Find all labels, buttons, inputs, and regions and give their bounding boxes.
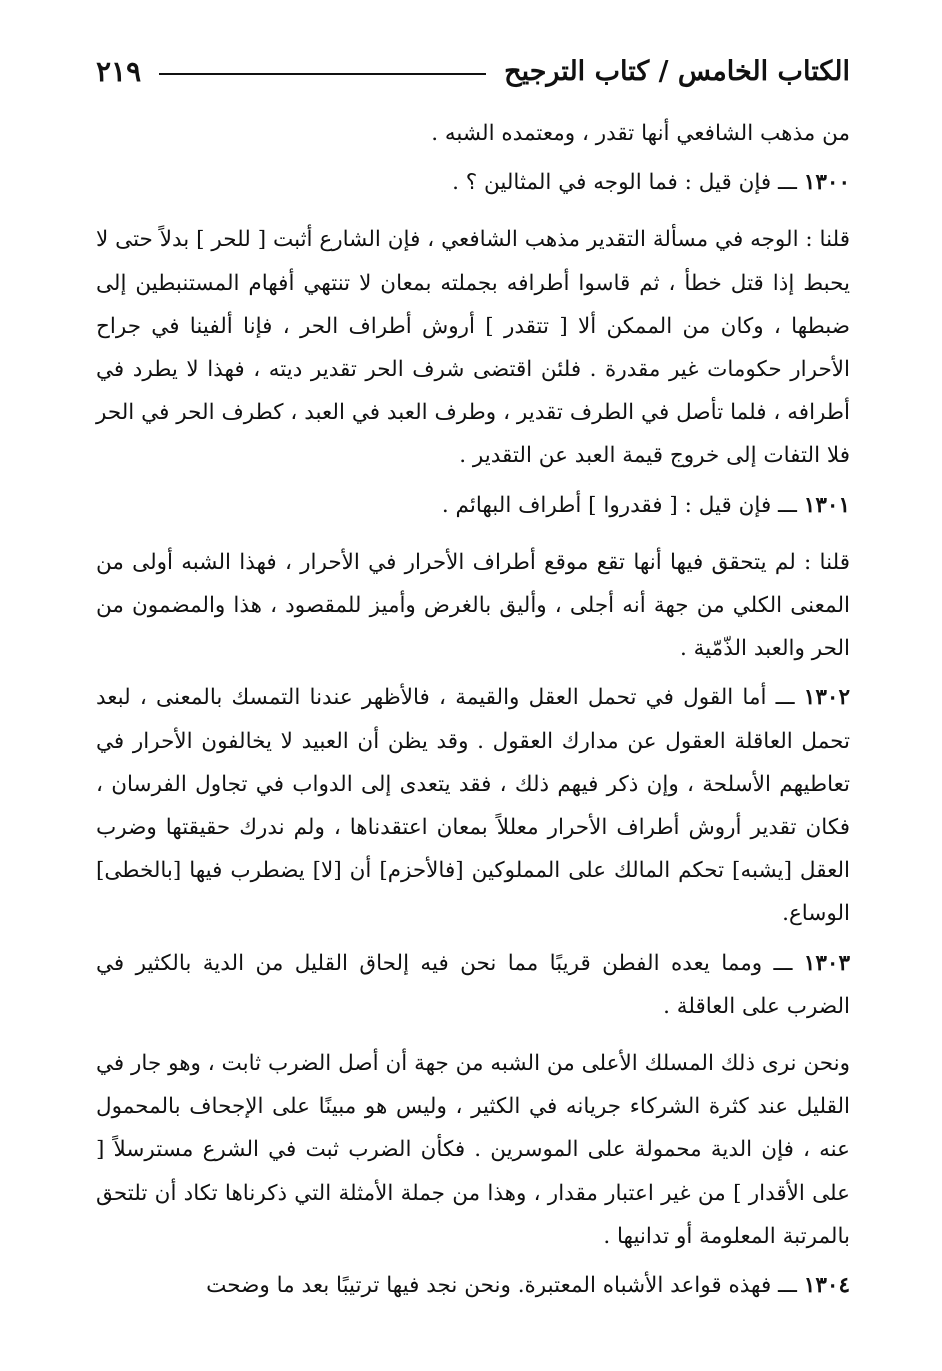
- paragraph-text: قلنا : الوجه في مسألة التقدير مذهب الشافعي ، فإن الشارع أثبت [ للحر ] بدلاً حتى لا يحبط إذا قتل خطأ ، ثم قاسوا أطرافه بجملته بمعان لا تنتهي أفهام المستنبطين إلى ضبطها ، وكان من الممكن ألا [ تتقدر ] أروش أطراف الحر ، فإنا ألفينا في جراح الأحرار حكومات غير مقدرة . فلئن اقتضى شرف الحر تقدير ديته ، فهذا لا يطرد في أطرافه ، فلما تأصل في الطرف تقدير ، وطرف العبد في العبد ، كطرف الحر في الحر فلا التفات إلى خروج قيمة العبد عن التقدير .: [96, 227, 850, 469]
- paragraph: [96, 161, 850, 204]
- paragraph-number: ١٣٠٤: [803, 1273, 850, 1299]
- chapter-title: الكتاب الخامس / كتاب الترجيح: [504, 55, 850, 87]
- paragraph-text: ـــ أما القول في تحمل العقل والقيمة ، فالأظهر عندنا التمسك بالمعنى ، لبعد تحمل العاقلة العقول عن مدارك العقول . وقد يظن أن العبيد لا يخالفون الأحرار في تعاطيهم الأسلحة ، وإن ذكر فيهم ذلك ، فقد يتعدى إلى الدواب في تجاول الفرسان ، فكان تقدير أروش أطراف الأحرار معللاً بمعان اعتقدناها ، ولم ندرك حقيقتها وضرب العقل [يشبه] تحكم المالك على المملوكين [فالأحزم] أن [لا] يضطرب فيها [بالخطى] الوساع.: [96, 685, 850, 927]
- paragraph: [96, 676, 850, 935]
- paragraph-text: من مذهب الشافعي أنها تقدر ، ومعتمده الشبه .: [431, 121, 850, 146]
- paragraph: [96, 1042, 850, 1258]
- paragraph-text: قلنا : لم يتحقق فيها أنها تقع موقع أطراف الأحرار في الأحرار ، فهذا الشبه أولى من المعنى الكلي من جهة أنه أجلى ، وأليق بالغرض وأميز للمقصود ، هذا والمضمون من الحر والعبد الذّمّية .: [96, 549, 850, 662]
- paragraph: [96, 484, 850, 527]
- page-number: ٢١٩: [96, 54, 142, 88]
- paragraph: [96, 1264, 850, 1307]
- paragraph: [96, 112, 850, 155]
- paragraph-number: ١٣٠١: [803, 492, 850, 518]
- running-header: [96, 40, 850, 102]
- page-body: [96, 112, 850, 1307]
- paragraph: [96, 541, 850, 671]
- paragraph-text: ـــ فهذه قواعد الأشباه المعتبرة. ونحن نجد فيها ترتيبًا بعد ما وضحت: [206, 1273, 797, 1299]
- paragraph: [96, 218, 850, 477]
- header-rule: [159, 73, 486, 75]
- paragraph-number: ١٣٠٢: [803, 685, 850, 711]
- paragraph-number: ١٣٠٠: [803, 170, 850, 196]
- paragraph-text: ونحن نرى ذلك المسلك الأعلى من الشبه من جهة أن أصل الضرب ثابت ، وهو جار في القليل عند كثرة الشركاء جريانه في الكثير ، وليس هو مبينًا على الإجحاف بالمحمول عنه ، فإن الدية محمولة على الموسرين . فكأن الضرب ثبت في الشرع مسترسلاً [ على الأقدار ] من غير اعتبار مقدار ، وهذا من جملة الأمثلة التي ذكرناها تكاد أن تلتحق بالمرتبة المعلومة أو تدانيها .: [96, 1051, 850, 1249]
- paragraph: [96, 942, 850, 1028]
- paragraph-text: ـــ فإن قيل : فما الوجه في المثالين ؟ .: [452, 170, 797, 196]
- paragraph-text: ـــ فإن قيل : [ فقدروا ] أطراف البهائم .: [441, 492, 797, 518]
- paragraph-number: ١٣٠٣: [803, 950, 850, 976]
- paragraph-text: ـــ ومما يعده الفطن قريبًا مما نحن فيه إلحاق القليل من الدية بالكثير في الضرب على العاقلة .: [96, 950, 850, 1019]
